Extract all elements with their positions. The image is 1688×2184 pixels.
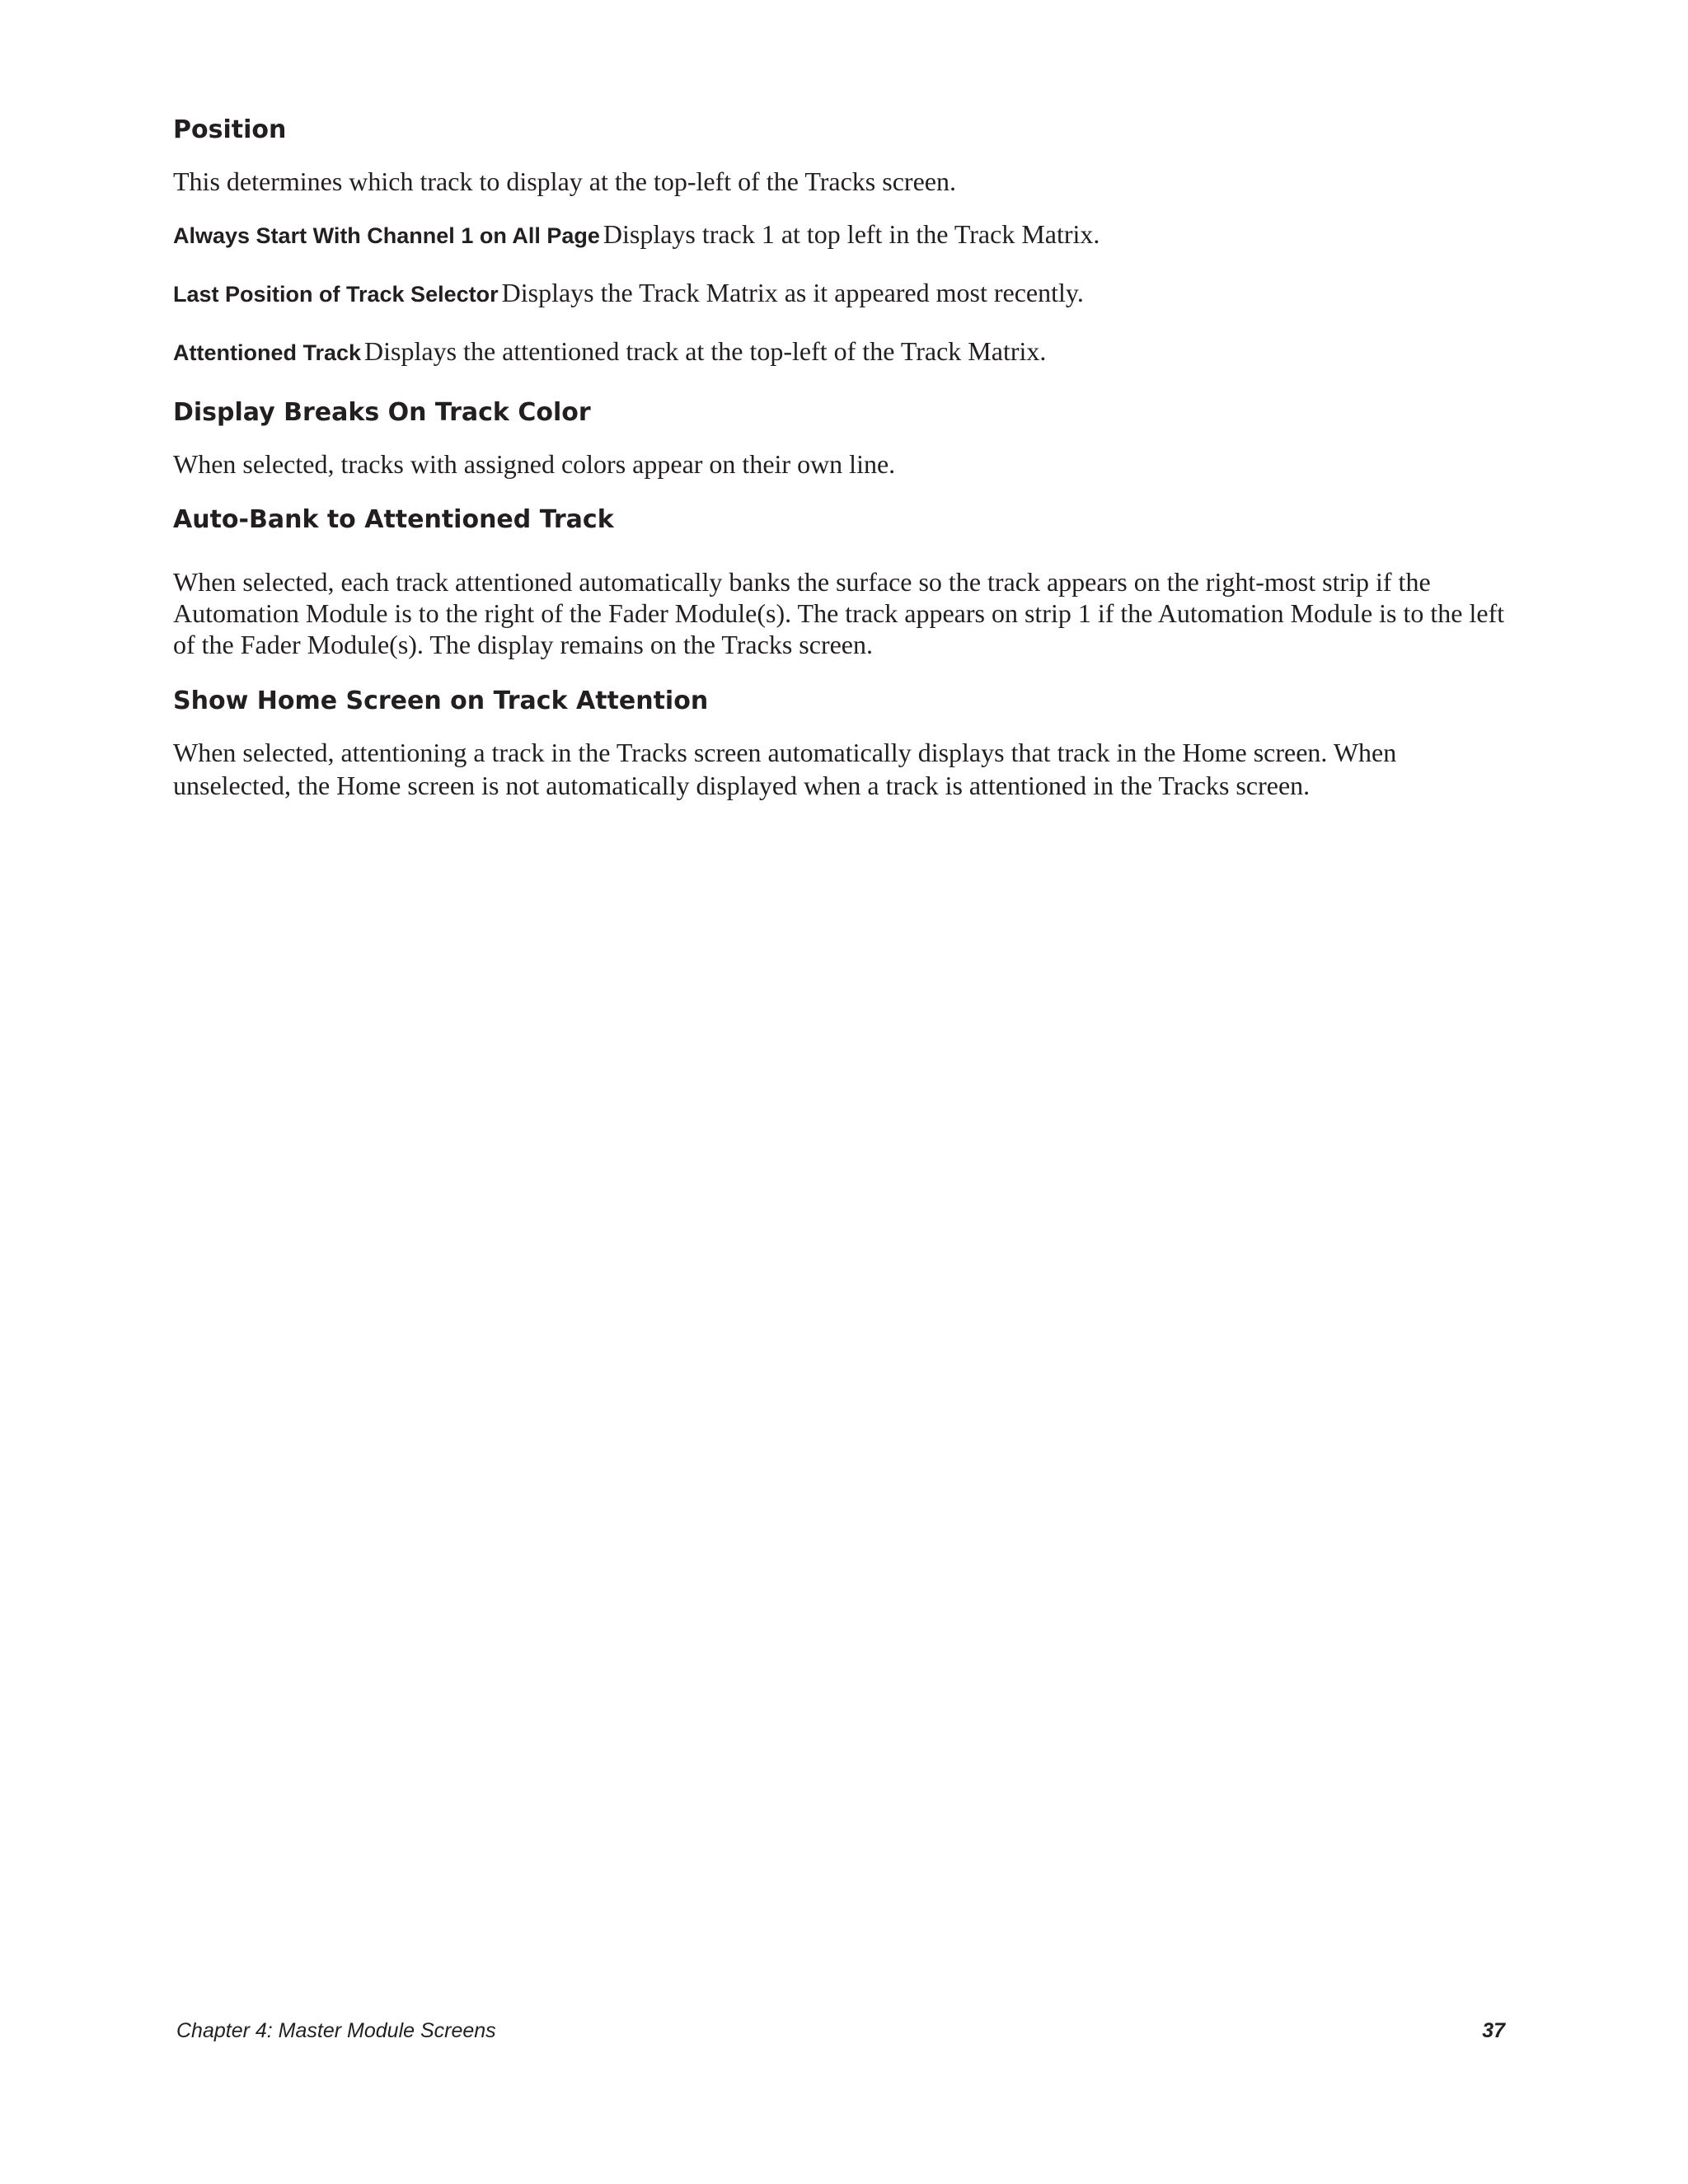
heading-display-breaks: Display Breaks On Track Color: [173, 398, 591, 427]
heading-position: Position: [173, 115, 287, 144]
position-intro: This determines which track to display at the top-left of the Tracks screen.: [173, 166, 956, 196]
auto-bank-text: When selected, each track attentioned automatically banks the surface so the track appears on the right-most strip if the Automation Module is to the right of the Fader Module(s). The track appears on strip 1 if the Automation Module is to the left of the Fader Module(s). The display remains on the Tracks screen.: [173, 567, 1505, 659]
heading-show-home: Show Home Screen on Track Attention: [173, 687, 709, 715]
option-description: Displays the Track Matrix as it appeared most recently.: [501, 278, 1084, 307]
option-term: Always Start With Channel 1 on All Page: [173, 223, 600, 248]
option-term: Attentioned Track: [173, 340, 362, 365]
heading-auto-bank: Auto-Bank to Attentioned Track: [173, 505, 614, 534]
option-always-start: [173, 218, 1508, 256]
option-description: Displays the attentioned track at the top-left of the Track Matrix.: [364, 336, 1047, 366]
option-term: Last Position of Track Selector: [173, 282, 499, 307]
option-last-position: [173, 276, 1508, 315]
footer-page-number: 37: [1482, 2019, 1505, 2042]
option-attentioned-track: [173, 335, 1508, 373]
show-home-text: When selected, attentioning a track in the Tracks screen automatically displays that track in the Home screen. When unselected, the Home screen is not automatically displayed when a track is attentioned in the Tracks screen.: [173, 738, 1397, 800]
footer-chapter: Chapter 4: Master Module Screens: [176, 2019, 496, 2042]
page-content: [173, 115, 1508, 802]
option-description: Displays track 1 at top left in the Track Matrix.: [603, 219, 1100, 249]
display-breaks-text: When selected, tracks with assigned colors appear on their own line.: [173, 449, 896, 479]
